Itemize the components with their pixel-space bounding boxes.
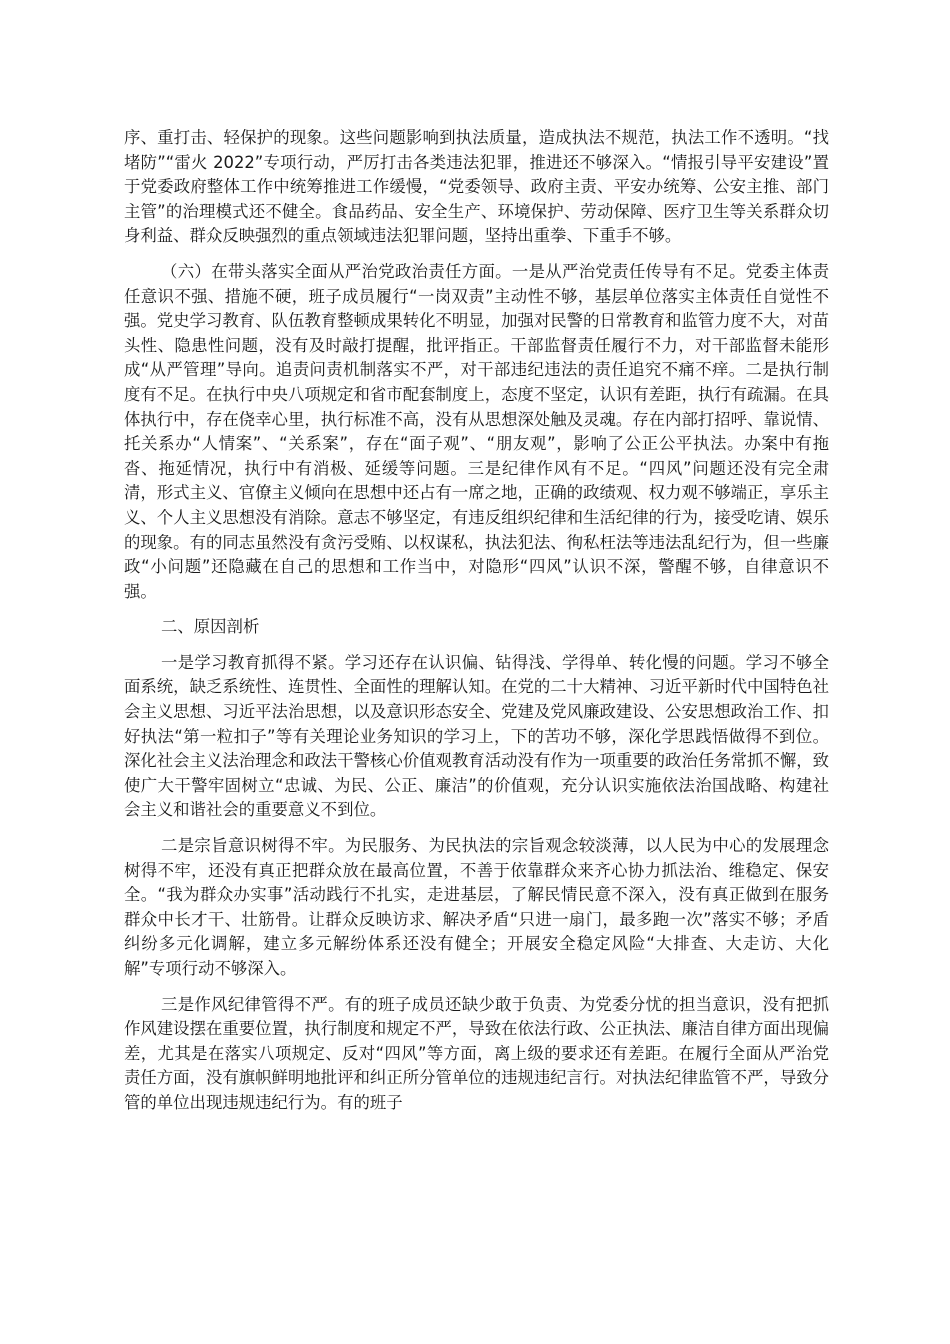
paragraph-purpose-awareness: 二是宗旨意识树得不牢。为民服务、为民执法的宗旨观念较淡薄，以人民为中心的发展理念树得不牢，还没有真正把群众放在最高位置，不善于依靠群众来齐心协力抓法治、维稳定、保安全。“我为群众办实事”活动践行不扎实，走进基层，了解民情民意不深入，没有真正做到在服务群众中长才干、壮筋骨。让群众反映访求、解决矛盾“只进一扇门，最多跑一次”落实不够；矛盾纠纷多元化调解，建立多元解纷体系还没有健全；开展安全稳定风险“大排查、大走访、大化解”专项行动不够深入。 [124,836,829,978]
paragraph-section-six: （六）在带头落实全面从严治党政治责任方面。一是从严治党责任传导有不足。党委主体责任意识不强、措施不硬，班子成员履行“一岗双责”主动性不够，基层单位落实主体责任自觉性不强。党史学习教育、队伍教育整顿成果转化不明显，加强对民警的日常教育和监管力度不大，对苗头性、隐患性问题，没有及时敲打提醒，批评指正。干部监督责任履行不力，对干部监督未能形成“从严管理”导向。追责问责机制落实不严，对干部违纪违法的责任追究不痛不痒。二是执行制度有不足。在执行中央八项规定和省市配套制度上，态度不坚定，认识有差距，执行有疏漏。在具体执行中，存在侥幸心里，执行标准不高，没有从思想深处触及灵魂。存在内部打招呼、靠说情、托关系办“人情案”、“关系案”，存在“面子观”、“朋友观”，影响了公正公平执法。办案中有拖沓、拖延情况，执行中有消极、延缓等问题。三是纪律作风有不足。“四风”问题还没有完全肃清，形式主义、官僚主义倾向在思想中还占有一席之地，正确的政绩观、权力观不够端正，享乐主义、个人主义思想没有消除。意志不够坚定，有违反组织纪律和生活纪律的行为，接受吃请、娱乐的现象。有的同志虽然没有贪污受贿、以权谋私，执法犯法、徇私枉法等违法乱纪行为，但一些廉政“小问题”还隐藏在自己的思想和工作当中，对隐形“四风”认识不深，警醒不够，自律意识不强。 [124,261,829,601]
document-body [124,126,829,1116]
paragraph-continued: 序、重打击、轻保护的现象。这些问题影响到执法质量，造成执法不规范，执法工作不透明。“找堵防”“雷火 2022”专项行动，严厉打击各类违法犯罪，推进还不够深入。“情报引导平安建设”置于党委政府整体工作中统筹推进工作缓慢，“党委领导、政府主责、平安办统筹、公安主推、部门主管”的治理模式还不健全。食品药品、安全生产、环境保护、劳动保障、医疗卫生等关系群众切身利益、群众反映强烈的重点领域违法犯罪问题，坚持出重拳、下重手不够。 [124,128,829,246]
paragraph-study-education: 一是学习教育抓得不紧。学习还存在认识偏、钻得浅、学得单、转化慢的问题。学习不够全面系统，缺乏系统性、连贯性、全面性的理解认知。在党的二十大精神、习近平新时代中国特色社会主义思想、习近平法治思想，以及意识形态安全、党建及党风廉政建设、公安思想政治工作、扣好执法“第一粒扣子”等有关理论业务知识的学习上，下的苦功不够，深化学思践悟做得不到位。深化社会主义法治理念和政法干警核心价值观教育活动没有作为一项重要的政治任务常抓不懈，致使广大干警牢固树立“忠诚、为民、公正、廉洁”的价值观，充分认识实施依法治国战略、构建社会主义和谐社会的重要意义不到位。 [124,652,829,820]
paragraph-work-style-discipline: 三是作风纪律管得不严。有的班子成员还缺少敢于负责、为党委分忧的担当意识，没有把抓作风建设摆在重要位置，执行制度和规定不严，导致在依法行政、公正执法、廉洁自律方面出现偏差，尤其是在落实八项规定、反对“四风”等方面，离上级的要求还有差距。在履行全面从严治党责任方面，没有旗帜鲜明地批评和纠正所分管单位的违规违纪言行。对执法纪律监管不严，导致分管的单位出现违规违纪行为。有的班子 [124,994,829,1112]
section-heading-cause-analysis: 二、原因剖析 [161,617,260,637]
